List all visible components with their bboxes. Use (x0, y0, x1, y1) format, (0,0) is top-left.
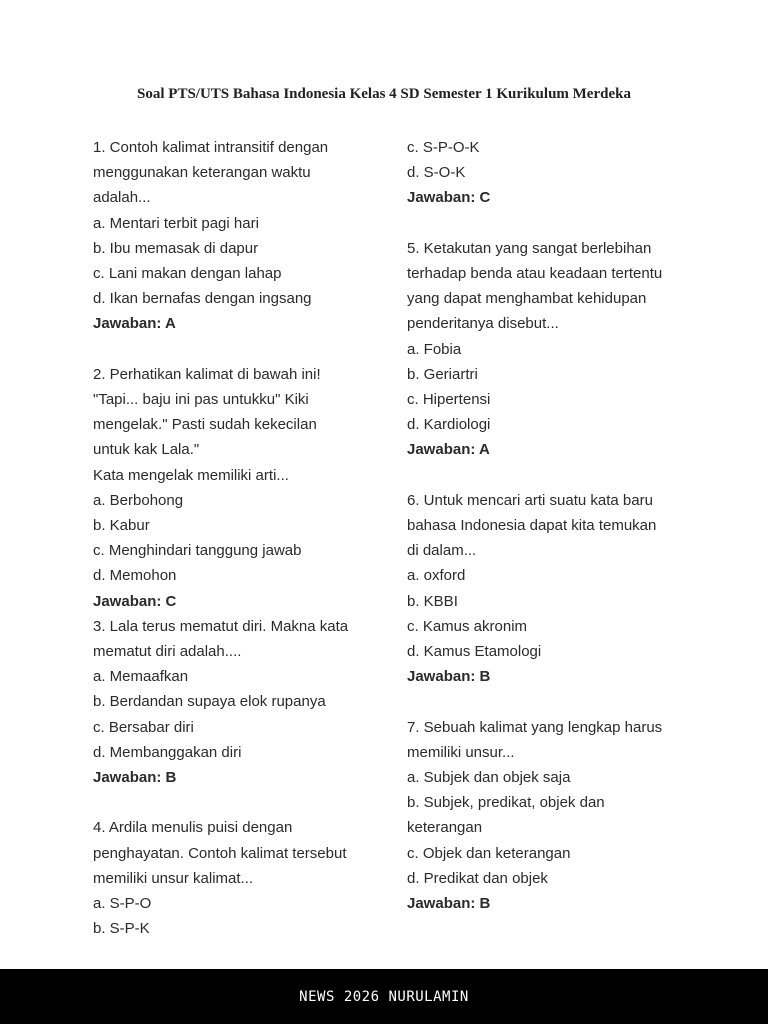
text-line: b. KBBI (407, 592, 458, 610)
text-line: 7. Sebuah kalimat yang lengkap harus (407, 718, 663, 736)
answer-line: Jawaban: A (407, 441, 490, 459)
page-title: Soal PTS/UTS Bahasa Indonesia Kelas 4 SD Semester 1 Kurikulum Merdeka (137, 86, 631, 102)
text-line: a. S-P-O (93, 895, 152, 913)
text-line: keterangan (407, 819, 483, 837)
text-line: memiliki unsur... (407, 743, 515, 761)
answer-line: Jawaban: B (407, 668, 491, 686)
blank-line (407, 689, 687, 714)
blank-line (93, 337, 373, 362)
text-line: penghayatan. Contoh kalimat tersebut (93, 844, 347, 862)
text-line: a. Subjek dan objek saja (407, 769, 571, 787)
text-line: mengelak." Pasti sudah kekecilan (93, 416, 317, 434)
text-line: b. Subjek, predikat, objek dan (407, 794, 605, 812)
text-line: c. Kamus akronim (407, 617, 528, 635)
text-line: adalah... (93, 189, 151, 207)
text-line: d. Kardiologi (407, 416, 491, 434)
text-line: yang dapat menghambat kehidupan (407, 290, 647, 308)
text-line: 3. Lala terus mematut diri. Makna kata (93, 617, 349, 635)
text-line: b. S-P-K (93, 920, 150, 938)
text-line: bahasa Indonesia dapat kita temukan (407, 517, 657, 535)
text-line: memiliki unsur kalimat... (93, 869, 254, 887)
text-line: penderitanya disebut... (407, 315, 559, 333)
text-line: mematut diri adalah.... (93, 643, 242, 661)
right-column (407, 135, 687, 916)
text-line: b. Ibu memasak di dapur (93, 239, 259, 257)
text-line: d. Predikat dan objek (407, 869, 548, 887)
text-line: 6. Untuk mencari arti suatu kata baru (407, 491, 653, 509)
text-line: a. Fobia (407, 340, 462, 358)
text-line: 1. Contoh kalimat intransitif dengan (93, 139, 329, 156)
text-line: b. Berdandan supaya elok rupanya (93, 693, 326, 711)
text-line: di dalam... (407, 542, 477, 560)
text-line: d. Memohon (93, 567, 177, 585)
text-line: c. Menghindari tanggung jawab (93, 542, 302, 560)
footer-text: NEWS 2026 NURULAMIN (299, 988, 469, 1005)
blank-line (93, 790, 373, 815)
text-line: c. Objek dan keterangan (407, 844, 571, 862)
text-line: a. Mentari terbit pagi hari (93, 214, 259, 232)
answer-line: Jawaban: C (93, 592, 177, 610)
text-line: a. oxford (407, 567, 466, 585)
text-line: menggunakan keterangan waktu (93, 164, 311, 182)
blank-line (407, 463, 687, 488)
text-line: 2. Perhatikan kalimat di bawah ini! (93, 365, 321, 383)
text-line: Kata mengelak memiliki arti... (93, 466, 289, 484)
answer-line: Jawaban: B (93, 769, 177, 787)
text-line: c. S-P-O-K (407, 139, 480, 156)
text-line: d. Kamus Etamologi (407, 643, 542, 661)
answer-line: Jawaban: C (407, 189, 491, 207)
text-line: c. Lani makan dengan lahap (93, 265, 282, 283)
footer-banner (0, 969, 768, 1024)
text-line: a. Berbohong (93, 491, 184, 509)
blank-line (407, 211, 687, 236)
text-line: "Tapi... baju ini pas untukku" Kiki (93, 391, 309, 409)
text-line: untuk kak Lala." (93, 441, 200, 459)
left-column (93, 135, 373, 941)
text-line: a. Memaafkan (93, 668, 189, 686)
text-line: b. Geriartri (407, 365, 478, 383)
answer-line: Jawaban: B (407, 895, 491, 913)
text-line: d. Ikan bernafas dengan ingsang (93, 290, 312, 308)
text-line: 4. Ardila menulis puisi dengan (93, 819, 293, 837)
text-line: terhadap benda atau keadaan tertentu (407, 265, 663, 282)
answer-line: Jawaban: A (93, 315, 176, 333)
text-line: b. Kabur (93, 517, 150, 535)
text-line: c. Hipertensi (407, 391, 491, 409)
text-line: d. Membanggakan diri (93, 743, 242, 761)
text-line: c. Bersabar diri (93, 718, 194, 736)
text-line: 5. Ketakutan yang sangat berlebihan (407, 239, 652, 257)
text-line: d. S-O-K (407, 164, 466, 182)
